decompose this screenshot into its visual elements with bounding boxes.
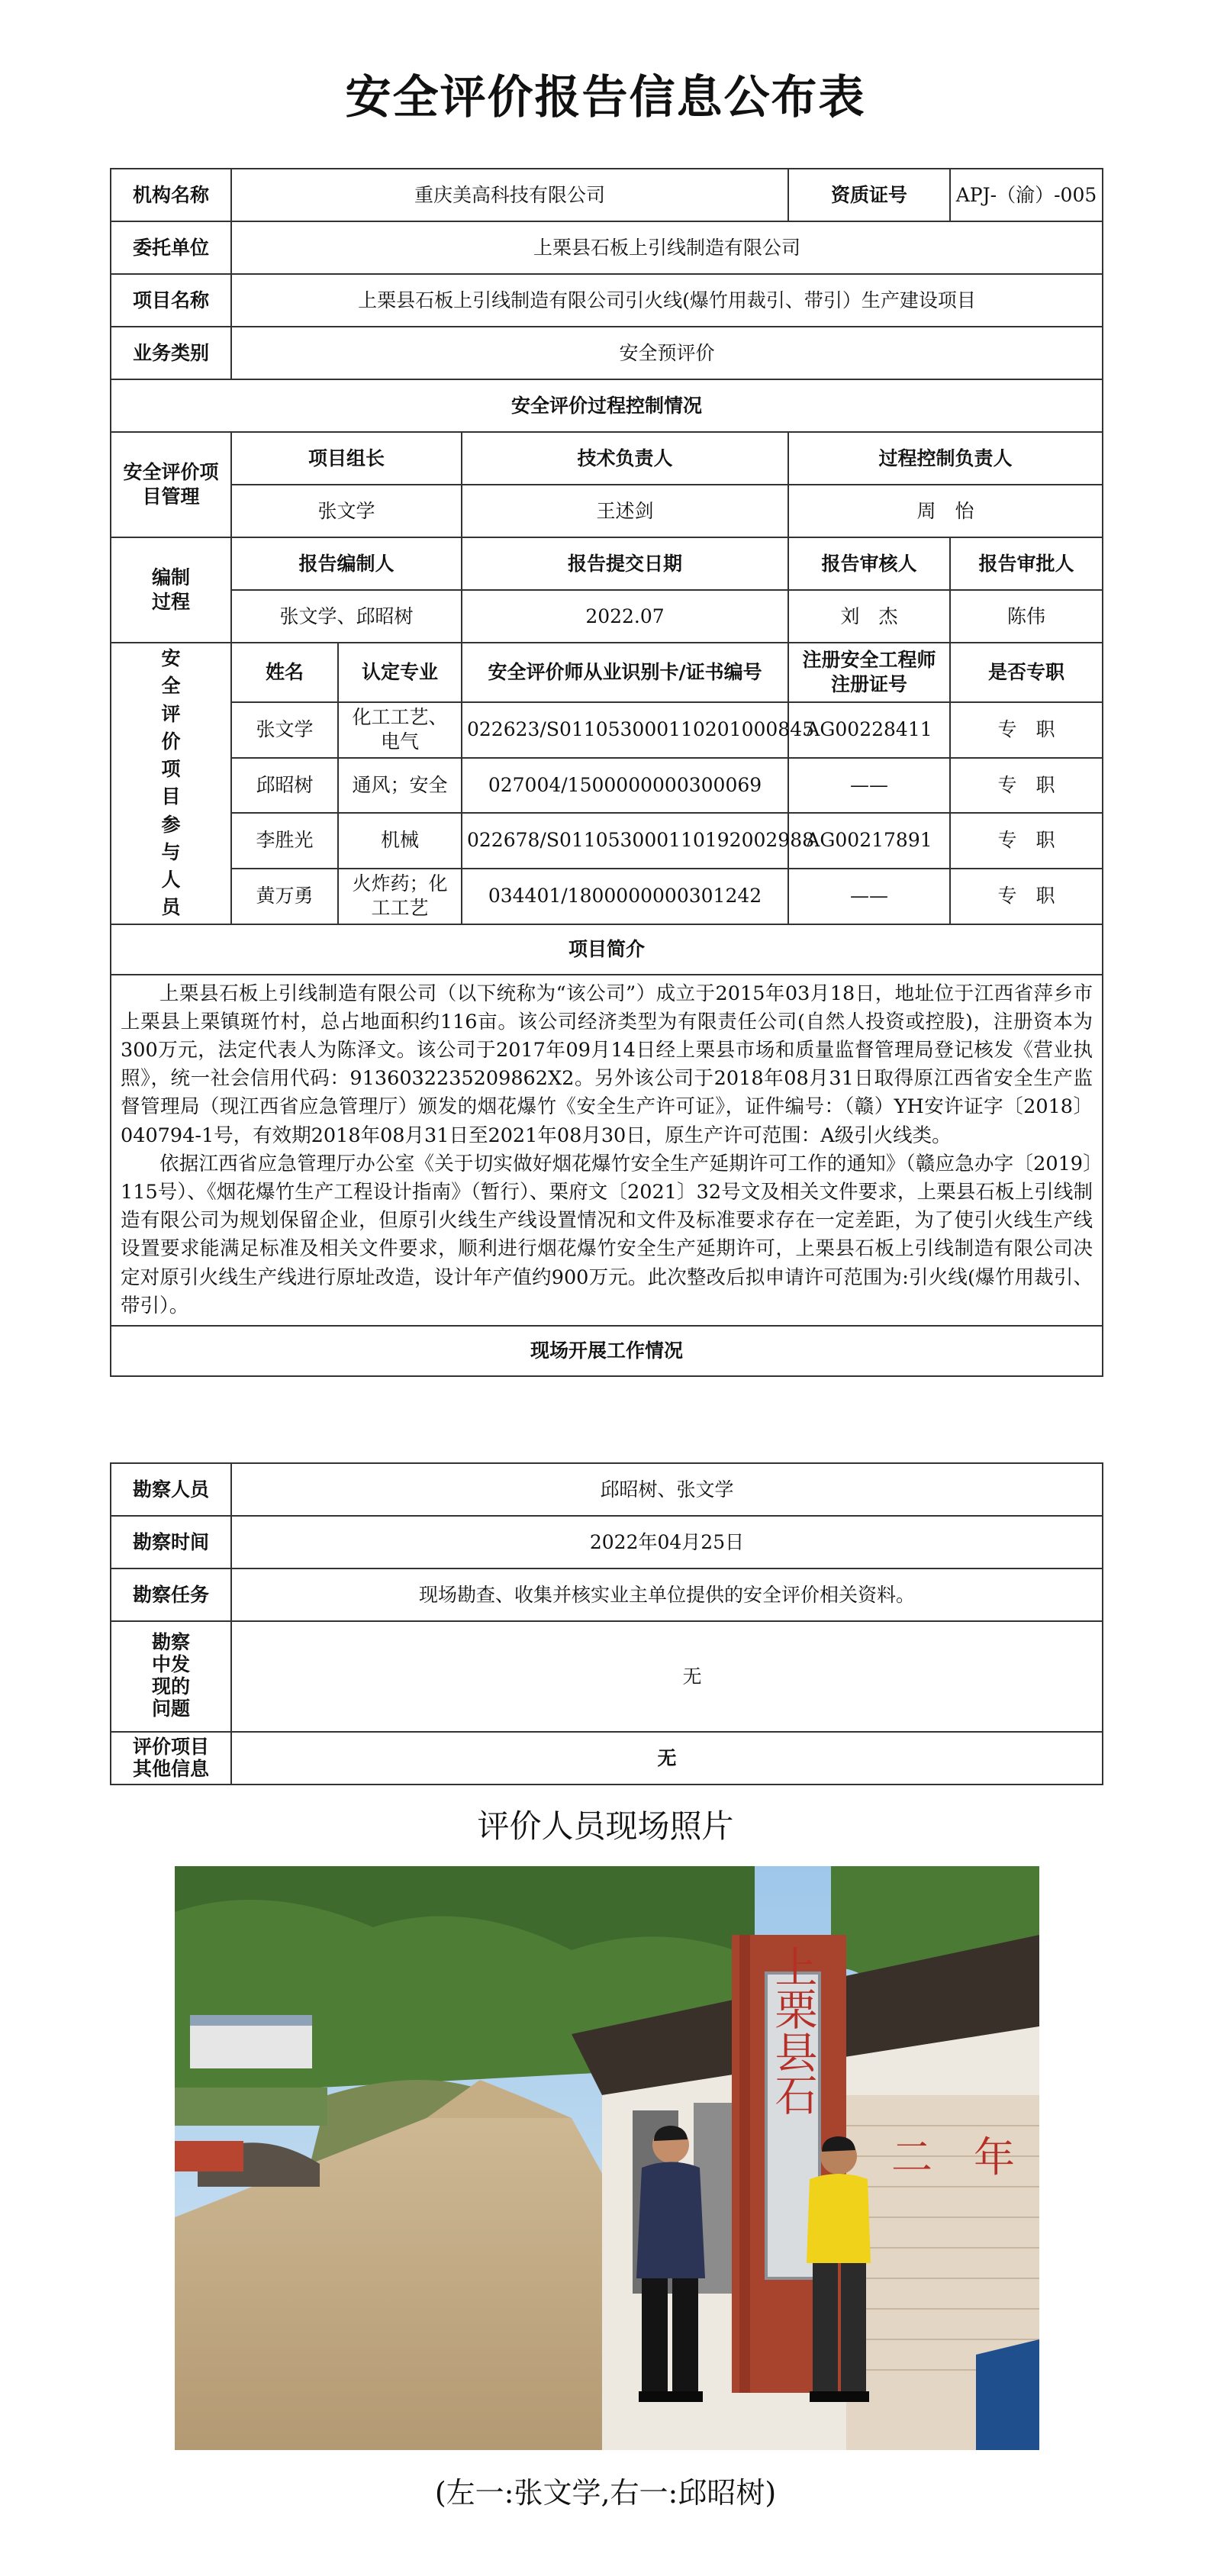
intro-paragraph-2: 依据江西省应急管理厅办公室《关于切实做好烟花爆竹安全生产延期许可工作的通知》（赣应急办字〔2019〕115号）、《烟花爆竹生产工程设计指南》（暂行）、栗府文〔2021〕32号文及相关文件要求，上栗县石板上引线制造有限公司为规划保留企业，但原引火线生产线设置情况和文件及标准要求存在一定差距，为了使引火线生产线设置要求能满足标准及相关文件要求，顺利进行烟花爆竹安全生产延期许可，上栗县石板上引线制造有限公司决定对原引火线生产线进行原址改造，设计年产值约900万元。此次整改后拟申请许可范围为:引火线(爆竹用裁引、带引）。 xyxy=(121,1152,1093,1317)
surveyors-label: 勘察人员 xyxy=(111,1463,231,1516)
staff-fulltime: 专 职 xyxy=(950,869,1103,924)
site-photo xyxy=(175,1866,1039,2450)
table-row xyxy=(111,869,1103,924)
table-row xyxy=(111,758,1103,814)
sign-text: 上栗县石 xyxy=(768,1945,818,2116)
site-header: 现场开展工作情况 xyxy=(111,1326,1103,1376)
staff-reg: AG00217891 xyxy=(788,813,950,869)
compile-author: 张文学、邱昭树 xyxy=(231,590,462,643)
project-name: 上栗县石板上引线制造有限公司引火线(爆竹用裁引、带引）生产建设项目 xyxy=(231,274,1103,327)
staff-name: 张文学 xyxy=(231,702,338,758)
staff-major: 化工工艺、电气 xyxy=(338,702,462,758)
info-table xyxy=(110,168,1103,1377)
table-row xyxy=(111,813,1103,869)
issues-label: 勘察中发现的问题 xyxy=(111,1621,231,1732)
mgmt-col-leader: 项目组长 xyxy=(231,432,462,485)
photo-title: 评价人员现场照片 xyxy=(477,1807,734,1845)
staff-col-card: 安全评价师从业识别卡/证书编号 xyxy=(462,643,788,702)
cert-number: APJ-（渝）-005 xyxy=(950,169,1103,221)
staff-card: 022623/S011053000110201000845 xyxy=(462,702,788,758)
staff-name: 李胜光 xyxy=(231,813,338,869)
compile-date: 2022.07 xyxy=(462,590,788,643)
survey-time-label: 勘察时间 xyxy=(111,1516,231,1568)
issues: 无 xyxy=(231,1621,1103,1732)
other-info: 无 xyxy=(231,1732,1103,1785)
mgmt-col-control: 过程控制负责人 xyxy=(788,432,1103,485)
business-type: 安全预评价 xyxy=(231,327,1103,379)
mgmt-tech: 王述剑 xyxy=(462,485,788,537)
staff-reg: —— xyxy=(788,758,950,814)
org-name-label: 机构名称 xyxy=(111,169,231,221)
staff-fulltime: 专 职 xyxy=(950,702,1103,758)
staff-col-fulltime: 是否专职 xyxy=(950,643,1103,702)
table-row xyxy=(111,702,1103,758)
page-title: 安全评价报告信息公布表 xyxy=(345,71,866,124)
site-photo-illustration xyxy=(175,1866,1039,2450)
staff-name: 黄万勇 xyxy=(231,869,338,924)
staff-col-reg: 注册安全工程师注册证号 xyxy=(788,643,950,702)
client-label: 委托单位 xyxy=(111,221,231,274)
compile-col-approver: 报告审批人 xyxy=(950,537,1103,590)
photo-caption: (左一:张文学,右一:邱昭树) xyxy=(434,2476,777,2510)
wall-text: 二 年 xyxy=(891,2133,1015,2181)
project-label: 项目名称 xyxy=(111,274,231,327)
staff-col-name: 姓名 xyxy=(231,643,338,702)
client-name: 上栗县石板上引线制造有限公司 xyxy=(231,221,1103,274)
staff-major: 火炸药；化工工艺 xyxy=(338,869,462,924)
process-header: 安全评价过程控制情况 xyxy=(111,379,1103,432)
compile-label: 编制过程 xyxy=(111,537,231,643)
org-name: 重庆美高科技有限公司 xyxy=(231,169,788,221)
staff-card: 027004/1500000000300069 xyxy=(462,758,788,814)
staff-card: 034401/1800000000301242 xyxy=(462,869,788,924)
staff-major: 机械 xyxy=(338,813,462,869)
compile-col-reviewer: 报告审核人 xyxy=(788,537,950,590)
other-info-label: 评价项目其他信息 xyxy=(111,1732,231,1785)
survey-task-label: 勘察任务 xyxy=(111,1568,231,1621)
staff-reg: AG00228411 xyxy=(788,702,950,758)
staff-name: 邱昭树 xyxy=(231,758,338,814)
cert-label: 资质证号 xyxy=(788,169,950,221)
business-label: 业务类别 xyxy=(111,327,231,379)
compile-col-author: 报告编制人 xyxy=(231,537,462,590)
survey-task: 现场勘查、收集并核实业主单位提供的安全评价相关资料。 xyxy=(231,1568,1103,1621)
mgmt-col-tech: 技术负责人 xyxy=(462,432,788,485)
mgmt-leader: 张文学 xyxy=(231,485,462,537)
intro-header: 项目简介 xyxy=(111,924,1103,975)
mgmt-control: 周 怡 xyxy=(788,485,1103,537)
management-label: 安全评价项目管理 xyxy=(111,432,231,537)
compile-col-date: 报告提交日期 xyxy=(462,537,788,590)
staff-label: 安全评价项目参与人员 xyxy=(111,643,231,924)
project-intro xyxy=(111,975,1103,1327)
intro-paragraph-1: 上栗县石板上引线制造有限公司（以下统称为“该公司”）成立于2015年03月18日，地址位于江西省萍乡市上栗县上栗镇斑竹村，总占地面积约116亩。该公司经济类型为有限责任公司(自然人投资或控股)，注册资本为300万元，法定代表人为陈泽文。该公司于2017年09月14日经上栗县市场和质量监督管理局登记核发《营业执照》，统一社会信用代码：9136032235209862X2。另外该公司于2018年08月31日取得原江西省安全生产监督管理局（现江西省应急管理厅）颁发的烟花爆竹《安全生产许可证》，证件编号：（赣）YH安许证字〔2018〕040794-1号，有效期2018年08月31日至2021年08月30日，原生产许可范围：A级引火线类。 xyxy=(121,982,1093,1147)
staff-fulltime: 专 职 xyxy=(950,758,1103,814)
staff-fulltime: 专 职 xyxy=(950,813,1103,869)
site-table xyxy=(110,1462,1103,1785)
compile-reviewer: 刘 杰 xyxy=(788,590,950,643)
staff-col-major: 认定专业 xyxy=(338,643,462,702)
survey-time: 2022年04月25日 xyxy=(231,1516,1103,1568)
compile-approver: 陈伟 xyxy=(950,590,1103,643)
surveyors: 邱昭树、张文学 xyxy=(231,1463,1103,1516)
staff-reg: —— xyxy=(788,869,950,924)
staff-card: 022678/S011053000110192002988 xyxy=(462,813,788,869)
staff-major: 通风；安全 xyxy=(338,758,462,814)
